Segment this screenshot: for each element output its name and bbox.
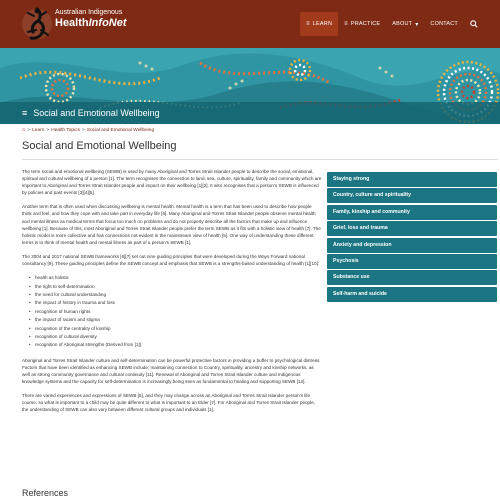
references-heading: References: [22, 488, 69, 498]
list-item: • recognition of human rights: [29, 308, 322, 316]
paragraph: There are varied experiences and expressions of SEWB [5], and they may change across an Aboriginal and Torres Strait Islander person's life course, so what is important to a child may be quite different to what is important to an Elder [7]. For Aboriginal and Torres Strait Islander people, the understanding of SEWB can also vary between different cultural groups and individuals [1].: [22, 393, 315, 413]
list-item: • health as holistic: [29, 274, 322, 282]
sidebar-item-self-harm[interactable]: Self-harm and suicide: [327, 287, 497, 302]
sidebar-item-anxiety-depression[interactable]: Anxiety and depression: [327, 238, 497, 253]
brand-health: Health: [55, 17, 89, 29]
breadcrumb-learn[interactable]: Learn: [32, 127, 45, 133]
hero-banner: [0, 48, 500, 124]
nav-practice-label: PRACTICE: [350, 21, 381, 27]
breadcrumb-health-topics[interactable]: Health Topics: [51, 127, 80, 133]
sidebar-item-substance-use[interactable]: Substance use: [327, 270, 497, 285]
chevron-down-icon: ▾: [415, 21, 419, 28]
breadcrumb-separator: >: [81, 127, 85, 133]
list-item: • the impact of racism and stigma: [29, 316, 322, 324]
sidebar-item-grief-loss[interactable]: Grief, loss and trauma: [327, 221, 497, 236]
section-title-label: Social and Emotional Wellbeing: [33, 108, 160, 118]
breadcrumb-current[interactable]: Social and Emotional Wellbeing: [86, 127, 155, 133]
list-item: • the right to self-determination: [29, 283, 322, 291]
menu-icon[interactable]: ≡: [22, 108, 28, 118]
nav-contact-label: CONTACT: [430, 21, 458, 27]
list-item: • recognition of cultural diversity: [29, 333, 322, 341]
home-icon[interactable]: ⌂: [22, 127, 26, 133]
breadcrumb: [22, 127, 154, 133]
paragraph: The term social and emotional wellbeing (SEWB) is used by many Aboriginal and Torres Strait Islander people to describe the social, emotional, spiritual and cultural wellbeing of a person [1]. The term recognises the connection to land, sea, culture, spirituality, family and community which are important to Aboriginal and Torres Strait Islander people and impact on their wellbeing [1][2]. It also recognises that a person's SEWB is influenced by policies and past events [3][4][5].: [22, 169, 322, 196]
paragraph: Another term that is often used when discussing wellbeing is mental health. Mental health is a term that has been used to describe how people think and feel, and how they cope with and take part in everyday life [6]. Many Aboriginal and Torres Strait Islander people observe mental health and mental illness as medical terms that focus too much on problems and do not properly describe all the factors that make up and influence wellbeing [1]. Because of this, most Aboriginal and Torres Strait Islander people prefer the term SEWB as it fits with a holistic view of health [7]. The holistic model is more collective and has connections not evident in the mainstream view of health [5]. One way of understanding these different terms is to think of mental health and mental illness as part of a person's SEWB [1].: [22, 204, 321, 245]
brand-infonet: InfoNet: [88, 17, 127, 29]
sidebar-item-country-culture[interactable]: Country, culture and spirituality: [327, 188, 497, 203]
paragraph: The 2004 and 2017 national SEWB frameworks [8][7] set out nine guiding principles that were developed during the Ways Forward national consultancy [9]. These guiding principles define the SEWB concept and emphasis that SEWB is a strengths-based understanding of health [1][10]:: [22, 253, 320, 267]
main-content: [22, 168, 322, 420]
nav-about[interactable]: [386, 12, 424, 36]
nav-about-label: ABOUT: [392, 21, 413, 27]
paragraph: Aboriginal and Torres Strait Islander culture and self-determination can be powerful protective factors in providing a buffer to psychological distress. Factors that have been identified as enhancing SEWB include: maintaining connection to Country, spirituality, ancestry and kinship networks, as well as strong community governance and cultural continuity [11]. Renewal of Aboriginal and Torres Strait Islander culture and Indigenous knowledge systems and the capacity for self-determination is increasingly being seen as fundamental to healing and supporting SEWB [12].: [22, 357, 321, 385]
list-item: • recognition of the centrality of kinship: [29, 325, 322, 333]
search-button[interactable]: [464, 12, 484, 36]
nav-practice[interactable]: [338, 12, 386, 36]
title-divider: [22, 159, 498, 160]
brand-line1: Australian Indigenous: [55, 9, 123, 16]
nav-contact[interactable]: [424, 12, 464, 36]
nav-learn[interactable]: [300, 12, 338, 36]
page-title: Social and Emotional Wellbeing: [22, 140, 177, 152]
section-title-bar: [0, 102, 500, 124]
principles-list: [29, 274, 322, 350]
main-nav: [300, 12, 484, 36]
sidebar-item-family-kinship[interactable]: Family, kinship and community: [327, 205, 497, 220]
breadcrumb-separator: >: [27, 127, 31, 133]
search-icon: [470, 20, 478, 28]
sidebar-item-staying-strong[interactable]: Staying strong: [327, 172, 497, 187]
nav-learn-label: LEARN: [312, 21, 333, 27]
menu-icon: ≡: [344, 21, 348, 27]
list-item: • the need for cultural understanding: [29, 291, 322, 299]
topic-sidebar: [327, 172, 497, 303]
section-title: [22, 108, 160, 118]
list-item: • recognition of Aboriginal strengths (Derived from [1]).: [29, 341, 322, 349]
brand-line2: [55, 17, 127, 30]
site-header: [0, 0, 500, 48]
menu-icon: ≡: [306, 21, 310, 27]
breadcrumb-separator: >: [46, 127, 50, 133]
sidebar-item-psychosis[interactable]: Psychosis: [327, 254, 497, 269]
list-item: • the impact of history in trauma and loss: [29, 299, 322, 307]
brand-name[interactable]: [55, 8, 127, 30]
lizard-logo-icon[interactable]: [22, 6, 52, 42]
